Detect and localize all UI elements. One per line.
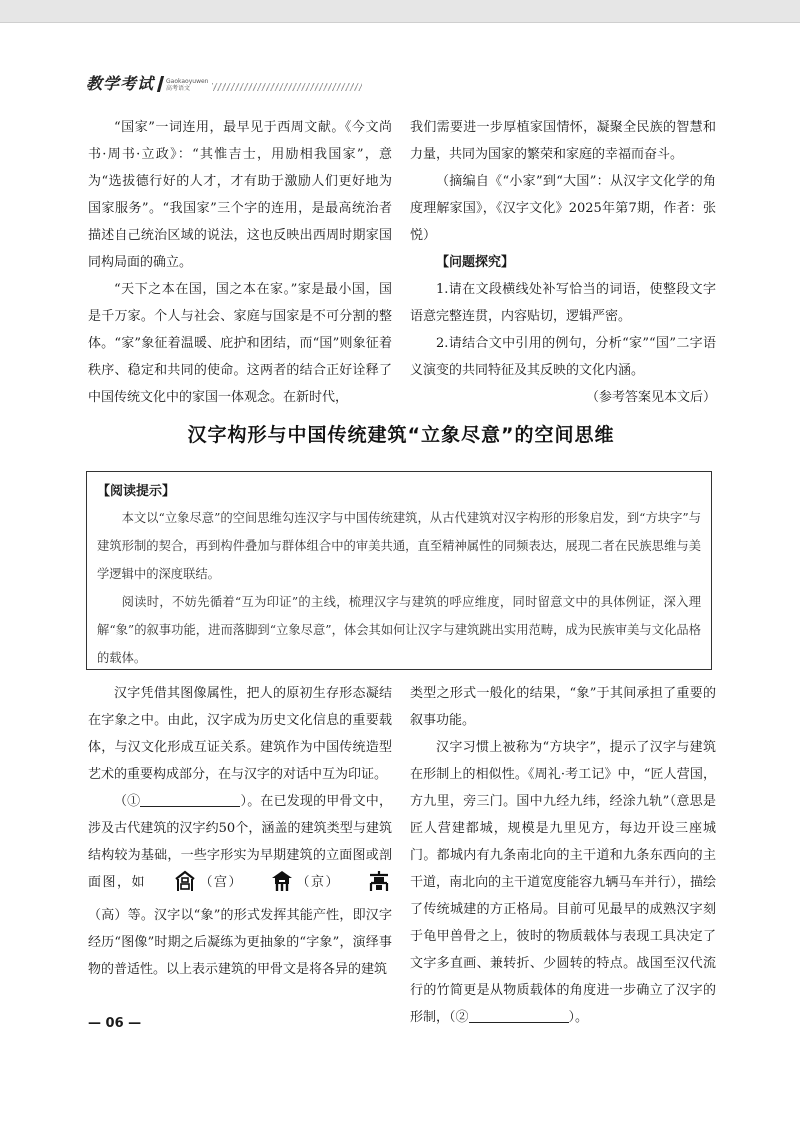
blank-close: ）。 [568,1010,589,1025]
glyph-caption-jing: （京） [295,875,340,890]
paragraph: 我们需要进一步厚植家国情怀，凝聚全民族的智慧和力量，共同为国家的繁荣和家庭的幸福而奋斗。 [410,120,716,162]
blank-open: （① [114,794,141,809]
paragraph-text: 汉字习惯上被称为“方块字”，提示了汉字与建筑在形制上的相似性。《周礼·考工记》中，“匠人营国，方九里，旁三门。国中九经九纬，经涂九轨”（意思是匠人营建都城，规模是九里见方，每边开设三座城门。都城内有九条南北向的主干道和九条东西向的主干道，南北向的主干道宽度能容九辆马车并行），描绘了传统城建的方正格局。目前可见最早的成熟汉字刻于龟甲兽骨之上，彼时的物质载体与表现工具决定了文字多直画、兼转折、少圆转的特点。战国至汉代流行的竹简更是从物质载体的角度进一步确立了汉字的形制， [410,740,716,1025]
paragraph-text: 等。汉字以“象”的形式发挥其能产性，即汉字经历“图像”时期之后凝练为更抽象的“字象”，演绎事物的普适性。以上表示建筑的甲骨文是将各异的建筑 [88,908,392,977]
paragraph: 类型之形式一般化的结果，“象”于其间承担了重要的叙事功能。 [410,686,716,728]
journal-subtitle-pinyin: Gaokaoyuwen [166,78,209,85]
section-heading: 【问题探究】 [436,255,515,270]
paragraph-with-blank-1 [88,788,392,983]
oracle-gao-glyph-icon [341,870,391,902]
question-2: 2.请结合文中引用的例句，分析“家”“国”二字语义演变的共同特征及其反映的文化内涵。 [410,336,716,378]
question-1: 1.请在文段横线处补写恰当的词语，使整段文字语意完整连贯，内容贴切，逻辑严密。 [410,282,716,324]
reading-tip-label: 【阅读提示】 [97,484,176,499]
article-title: 汉字构形与中国传统建筑“立象尽意”的空间思维 [187,424,615,446]
journal-subtitle-cn: 高考语文 [166,85,191,92]
journal-header [86,72,362,94]
fill-in-blank-1[interactable] [140,792,240,807]
journal-subtitle [166,78,208,92]
fill-in-blank-2[interactable] [469,1008,569,1023]
page-number: — 06 — [88,1016,142,1031]
paragraph-with-blank-2 [410,734,716,1031]
header-separator [157,76,164,92]
oracle-jing-glyph-icon [244,870,294,902]
bottom-right-column [410,680,716,1031]
source-citation: （摘编自《“小家”到“大国”：从汉字文化学的角度理解家国》，《汉字文化》2025年第7期，作者：张悦） [410,174,716,243]
blank-open: （② [449,1010,469,1025]
reading-tip-paragraph: 本文以“立象尽意”的空间思维勾连汉字与中国传统建筑，从古代建筑对汉字构形的形象启发，到“方块字”与建筑形制的契合，再到构件叠加与群体组合中的审美共通，直至精神属性的同频表达，展现二者在民族思维与美学逻辑中的深度联结。 [97,511,701,581]
journal-brand: 教学考试 [86,74,155,93]
oracle-gong-glyph-icon [147,870,197,902]
bottom-left-column [88,680,392,983]
reading-tip-box [86,471,712,670]
top-right-column [410,114,716,411]
glyph-caption-gong: （宫） [198,875,243,890]
reading-tip-paragraph: 阅读时，不妨先循着“互为印证”的主线，梳理汉字与建筑的呼应维度，同时留意文中的具体例证，深入理解“象”的叙事功能，进而落脚到“立象尽意”，体会其如何让汉字与建筑跳出实用范畴，成为民族审美与文化品格的载体。 [97,595,701,665]
glyph-caption-gao: （高） [88,908,128,923]
paragraph: “国家”一词连用，最早见于西周文献。《今文尚书·周书·立政》：“其惟吉士，用励相我国家”，意为“选拔德行好的人才，才有助于激励人们更好地为国家服务”。“我国家”三个字的连用，是最高统治者描述自己统治区域的说法，这也反映出西周时期家国同构局面的确立。 [88,120,392,270]
paragraph-text: ）。在已发现的甲骨文中，涉及古代建筑的汉字约50个，涵盖的建筑类型与建筑结构较为基础，一些字形实为早期建筑的立面图或剖面图，如 [88,794,392,890]
paragraph: “天下之本在国，国之本在家。”家是最小国，国是千万家。个人与社会、家庭与国家是不可分割的整体。“家”象征着温暖、庇护和团结，而“国”则象征着秩序、稳定和共同的使命。这两者的结合正好诠释了中国传统文化中的家国一体观念。在新时代， [88,282,392,405]
header-hatch-decoration [212,83,362,91]
paragraph: 汉字凭借其图像属性，把人的原初生存形态凝结在字象之中。由此，汉字成为历史文化信息的重要载体，与汉文化形成互证关系。建筑作为中国传统造型艺术的重要构成部分，在与汉字的对话中互为印证。 [88,686,392,782]
answer-note: （参考答案见本文后） [585,390,716,405]
top-bar [0,0,800,23]
top-left-column [88,114,392,411]
